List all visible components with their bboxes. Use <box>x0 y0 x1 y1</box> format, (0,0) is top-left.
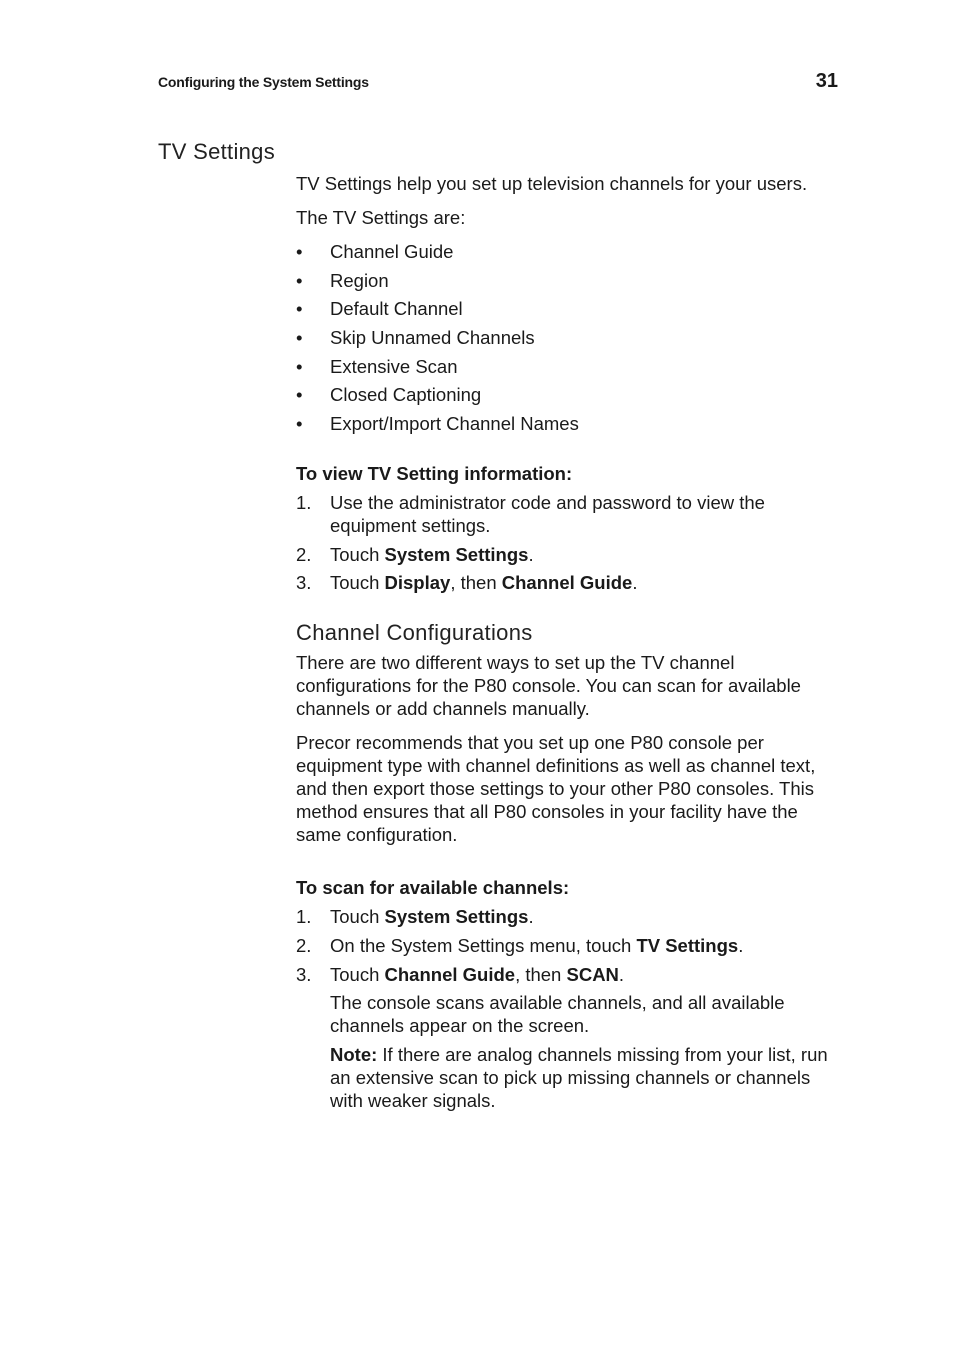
list-intro: The TV Settings are: <box>296 207 466 228</box>
step-text: Touch <box>330 543 385 565</box>
ui-term: System Settings <box>384 906 529 928</box>
step-text: On the System Settings menu, touch <box>330 934 637 956</box>
ui-term: SCAN <box>566 963 619 985</box>
list-item <box>296 240 841 269</box>
step-text: Use the administrator code and password to view the equipment settings. <box>330 491 765 536</box>
list-item <box>296 269 841 298</box>
list-item-label: Skip Unnamed Channels <box>330 327 535 349</box>
list-item-label: Channel Guide <box>330 241 454 262</box>
list-item-label: Extensive Scan <box>330 355 458 377</box>
step-text: Touch <box>330 906 385 928</box>
page-number: 31 <box>815 70 838 92</box>
bullet-icon: • <box>296 355 303 377</box>
note-label: Note: <box>330 1044 378 1066</box>
section-heading-tv-settings: TV Settings <box>158 139 276 164</box>
list-item <box>296 412 841 441</box>
channel-config-paragraph-2: Precor recommends that you set up one P80 console per equipment type with channel definitions as well as channel text, and then export those settings to your other P80 consoles. This method ensures that all P80 consoles in your facility have the same configuration. <box>296 732 816 846</box>
scan-procedure-title: To scan for available channels: <box>296 877 570 899</box>
section-heading-channel-configurations: Channel Configurations <box>296 620 533 646</box>
step-number: 2. <box>296 934 312 956</box>
step-text: , then <box>515 963 567 985</box>
note-text: If there are analog channels missing from your list, run an extensive scan to pick up missing channels or channels with weaker signals. <box>330 1044 828 1112</box>
ui-term: Channel Guide <box>501 572 633 594</box>
list-item <box>296 355 841 384</box>
bullet-icon: • <box>296 298 303 320</box>
step-number: 3. <box>296 963 312 985</box>
list-item <box>296 326 841 355</box>
scan-procedure-steps <box>296 905 841 985</box>
intro-paragraph: TV Settings help you set up television channels for your users. <box>296 173 808 194</box>
list-item <box>296 297 841 326</box>
step-text: . <box>618 963 625 985</box>
step-item <box>296 963 841 986</box>
ui-term: TV Settings <box>636 934 739 956</box>
step-text: . <box>632 572 638 594</box>
list-item-label: Default Channel <box>330 298 463 320</box>
channel-config-paragraph-1: There are two different ways to set up the TV channel configurations for the P80 console. You can scan for available channels or add channels manually. <box>296 652 801 720</box>
step-text: . <box>738 934 744 956</box>
step-number: 1. <box>296 906 312 928</box>
scan-result-text: The console scans available channels, and all available channels appear on the screen. <box>330 992 785 1037</box>
step-item <box>296 491 841 537</box>
step-item <box>296 571 841 594</box>
tv-settings-list <box>296 240 841 441</box>
bullet-icon: • <box>296 241 303 262</box>
step-text: Touch <box>330 963 385 985</box>
list-item-label: Region <box>330 269 389 291</box>
step-text: . <box>528 906 534 928</box>
list-item <box>296 383 841 412</box>
step-number: 2. <box>296 543 312 565</box>
step-number: 3. <box>296 572 312 594</box>
bullet-icon: • <box>296 413 303 435</box>
list-item-label: Closed Captioning <box>330 384 482 406</box>
step-text: . <box>528 543 534 565</box>
step-item <box>296 543 841 566</box>
step-number: 1. <box>296 491 312 513</box>
step-text: , then <box>450 572 502 594</box>
step-item <box>296 905 841 928</box>
ui-term: System Settings <box>384 543 529 565</box>
step-text: Touch <box>330 572 385 594</box>
ui-term: Display <box>384 572 451 594</box>
running-header-title: Configuring the System Settings <box>158 74 369 90</box>
view-procedure-steps <box>296 491 841 594</box>
bullet-icon: • <box>296 327 303 349</box>
note-paragraph <box>296 1043 841 1112</box>
bullet-icon: • <box>296 269 303 291</box>
step-item <box>296 934 841 957</box>
list-item-label: Export/Import Channel Names <box>330 413 579 435</box>
ui-term: Channel Guide <box>384 963 516 985</box>
page-body <box>296 172 841 1118</box>
bullet-icon: • <box>296 384 303 406</box>
view-procedure-title: To view TV Setting information: <box>296 462 573 484</box>
